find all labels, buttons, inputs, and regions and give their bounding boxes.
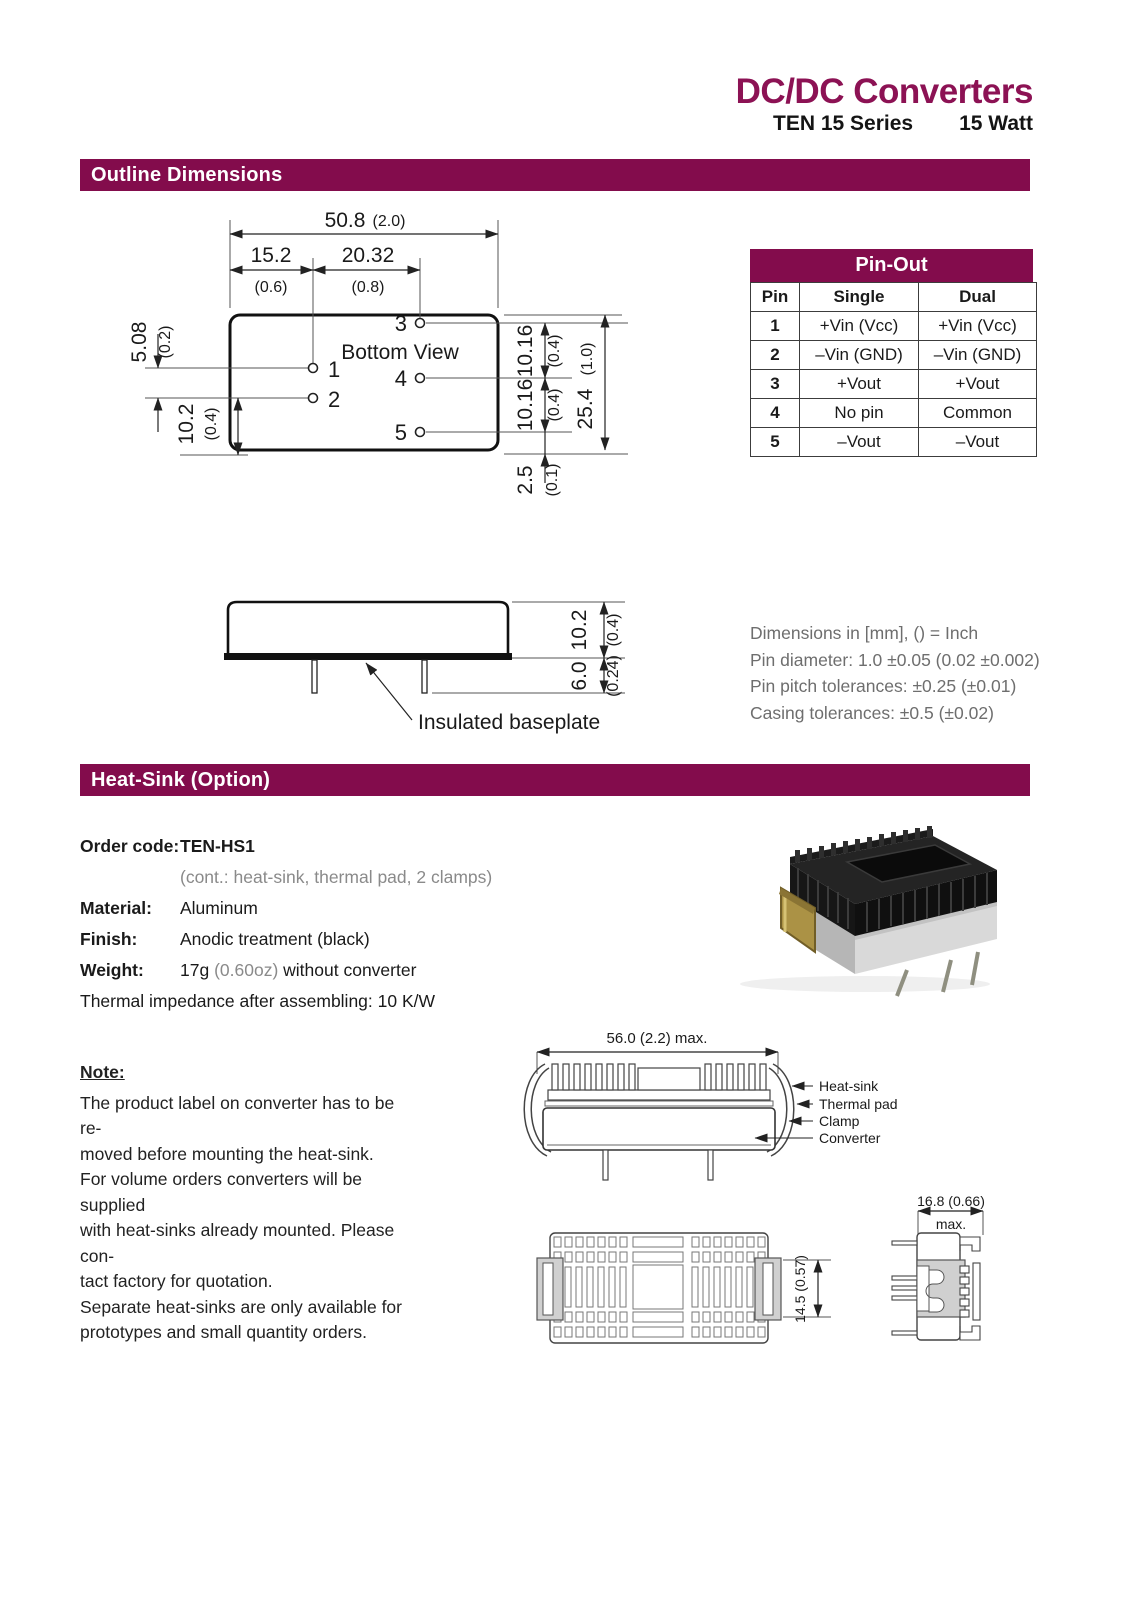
- assembly-pin: [708, 1150, 713, 1180]
- dim-pin5-bottom-in: (0.1): [544, 463, 561, 497]
- pinout-dual: +Vout: [919, 370, 1037, 399]
- note-title: Note:: [80, 1062, 125, 1082]
- note-text-line: Separate heat-sinks are only available for: [80, 1296, 402, 1317]
- assembly-pin: [603, 1150, 608, 1180]
- end-pin: [892, 1286, 917, 1290]
- assembly-end-drawing: [855, 1150, 1020, 1360]
- pinout-title: Pin-Out: [750, 249, 1033, 282]
- dim-width-in: (2.0): [372, 213, 406, 230]
- pin-4: [416, 374, 425, 383]
- material-label: Material:: [80, 898, 152, 918]
- bottom-view-drawing: [80, 196, 720, 516]
- note-paragraph: [80, 1060, 410, 1346]
- pin-3: [416, 319, 425, 328]
- pinout-pin: 5: [751, 428, 800, 457]
- dim-pin45: 10.16: [514, 378, 537, 432]
- pinout-single: +Vout: [800, 370, 919, 399]
- pinout-single: No pin: [800, 399, 919, 428]
- pinout-single: –Vin (GND): [800, 341, 919, 370]
- pinout-table: [750, 249, 1033, 457]
- page-subtitle: [773, 112, 1033, 136]
- label-clamp: Clamp: [819, 1113, 860, 1129]
- material-value: Aluminum: [180, 898, 258, 918]
- pinout-col-single: Single: [800, 283, 919, 312]
- finish-label: Finish:: [80, 929, 138, 949]
- pinout-dual: +Vin (Vcc): [919, 312, 1037, 341]
- end-pin: [892, 1241, 917, 1245]
- heatsink-plateau: [638, 1068, 700, 1090]
- assembly-end-dim-max: max.: [935, 1216, 967, 1232]
- series-label: TEN 15 Series: [773, 112, 914, 135]
- side-pin: [422, 660, 427, 693]
- section-header-heat-sink: Heat-Sink (Option): [80, 764, 1030, 796]
- weight-value: 17g (0.60oz) without converter: [180, 960, 417, 980]
- pinout-dual: Common: [919, 399, 1037, 428]
- end-pin: [892, 1296, 917, 1300]
- weight-label: Weight:: [80, 960, 144, 980]
- pinout-pin: 3: [751, 370, 800, 399]
- dim-pin-length-in: (0.24): [605, 655, 622, 697]
- pinout-col-dual: Dual: [919, 283, 1037, 312]
- label-converter: Converter: [819, 1130, 881, 1146]
- dim-case-height-in: (0.4): [605, 613, 622, 647]
- pinout-pin: 2: [751, 341, 800, 370]
- table-row: [751, 370, 1037, 399]
- note-line: Pin pitch tolerances: ±0.25 (±0.01): [750, 676, 1017, 696]
- dim-pin12-in: (0.2): [157, 325, 174, 359]
- dim-pin5-bottom: 2.5: [514, 465, 537, 495]
- pinout-single: –Vout: [800, 428, 919, 457]
- dim-pin34-in: (0.4): [546, 334, 563, 368]
- assembly-width-dim: 56.0 (2.2) max.: [606, 1030, 708, 1047]
- heatsink-end-fins: [960, 1237, 980, 1340]
- dim-pin34: 10.16: [514, 324, 537, 378]
- pinout-single: +Vin (Vcc): [800, 312, 919, 341]
- heatsink-photo: [695, 812, 1015, 997]
- pin-3-label: 3: [394, 311, 407, 336]
- dim-left-pitch-in: (0.6): [254, 279, 288, 296]
- dim-case-height: 10.2: [568, 609, 591, 651]
- order-code-label: Order code:: [80, 836, 180, 856]
- bottom-view-label: Bottom View: [341, 341, 459, 364]
- table-row: [751, 341, 1037, 370]
- heatsink-specs: [80, 831, 600, 1017]
- pinout-pin: 1: [751, 312, 800, 341]
- section-header-outline-dimensions: Outline Dimensions: [80, 159, 1030, 191]
- case-profile: [228, 602, 508, 655]
- pin-2-label: 2: [328, 387, 341, 412]
- note-text-line: For volume orders converters will be supplied: [80, 1169, 363, 1215]
- pin-5: [416, 428, 425, 437]
- dim-pin2-bottom: 10.2: [175, 403, 198, 445]
- end-pin: [892, 1276, 917, 1280]
- dim-pin2-bottom-in: (0.4): [203, 407, 220, 441]
- end-pin: [892, 1331, 917, 1335]
- order-contents: (cont.: heat-sink, thermal pad, 2 clamps): [180, 867, 493, 887]
- label-thermal-pad: Thermal pad: [819, 1096, 898, 1112]
- converter-outline: [543, 1108, 775, 1150]
- note-line: Casing tolerances: ±0.5 (±0.02): [750, 702, 994, 723]
- dim-width: 50.8: [324, 209, 366, 232]
- note-text-line: moved before mounting the heat-sink.: [80, 1143, 374, 1164]
- pin-1-label: 1: [328, 357, 341, 382]
- assembly-depth-dim: 14.5 (0.57): [792, 1255, 808, 1323]
- assembly-end-dim: 16.8 (0.66): [917, 1193, 985, 1209]
- dim-pin12: 5.08: [128, 321, 151, 363]
- dim-right-pitch-in: (0.8): [351, 279, 385, 296]
- pinout-pin: 4: [751, 399, 800, 428]
- dim-height-in: (1.0): [579, 342, 596, 376]
- side-pin: [312, 660, 317, 693]
- note-text-line: tact factory for quotation.: [80, 1271, 273, 1291]
- assembly-top-drawing: [505, 1215, 850, 1360]
- photo-pin: [972, 952, 978, 985]
- thermal-impedance: Thermal impedance after assembling: 10 K/W: [80, 991, 436, 1011]
- pinout-dual: –Vout: [919, 428, 1037, 457]
- pin-4-label: 4: [394, 366, 407, 391]
- pinout-dual: –Vin (GND): [919, 341, 1037, 370]
- dimension-notes: [750, 620, 1050, 726]
- pin-2: [309, 394, 318, 403]
- heatsink-base: [548, 1090, 770, 1100]
- dim-right-pitch: 20.32: [341, 244, 395, 267]
- dim-height: 25.4: [574, 388, 597, 430]
- pin-5-label: 5: [394, 420, 407, 445]
- pin-1: [309, 364, 318, 373]
- note-text-line: with heat-sinks already mounted. Please con-: [80, 1220, 395, 1266]
- dim-left-pitch: 15.2: [250, 244, 292, 267]
- watt-label: 15 Watt: [959, 112, 1033, 135]
- table-row: [751, 312, 1037, 341]
- thermal-pad: [545, 1101, 773, 1106]
- converter-case-outline: [230, 315, 498, 450]
- pinout-col-pin: Pin: [751, 283, 800, 312]
- label-heatsink: Heat-sink: [819, 1078, 879, 1094]
- dim-pin45-in: (0.4): [546, 388, 563, 422]
- finish-value: Anodic treatment (black): [180, 929, 370, 949]
- dim-pin-length: 6.0: [568, 661, 591, 691]
- note-text-line: prototypes and small quantity orders.: [80, 1322, 367, 1342]
- table-row: [751, 399, 1037, 428]
- baseplate: [224, 653, 512, 660]
- table-row: [751, 428, 1037, 457]
- page-title: DC/DC Converters: [735, 72, 1033, 111]
- note-text-line: The product label on converter has to be re-: [80, 1092, 395, 1138]
- side-view-drawing: [80, 560, 720, 740]
- order-code-value: TEN-HS1: [180, 836, 255, 856]
- note-line: Dimensions in [mm], () = Inch: [750, 623, 979, 643]
- baseplate-label: Insulated baseplate: [418, 711, 601, 734]
- note-line: Pin diameter: 1.0 ±0.05 (0.02 ±0.002): [750, 649, 1040, 670]
